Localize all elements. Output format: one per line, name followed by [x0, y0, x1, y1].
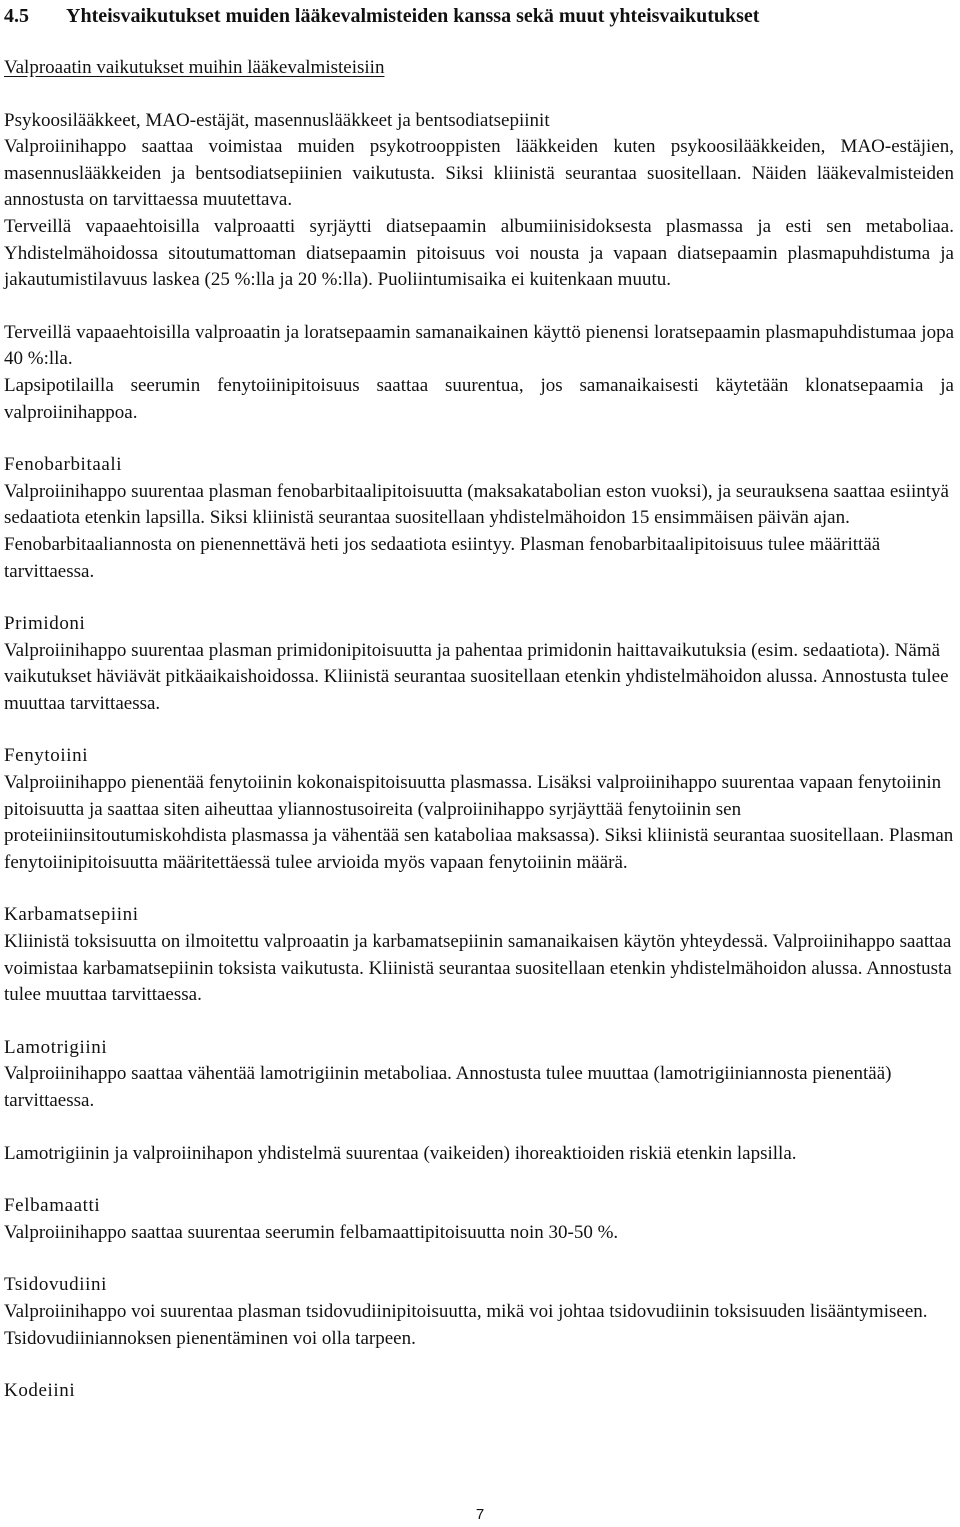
- paragraph: Lapsipotilailla seerumin fenytoiinipitoisuus saattaa suurentua, jos samanaikaisesti käytetään klonatsepaamia ja valproiinihappoa.: [4, 374, 954, 423]
- paragraph: Valproiinihappo pienentää fenytoiinin kokonaispitoisuutta plasmassa. Lisäksi valproiinihappo suurentaa vapaan fenytoiinin pitoisuutta ja saattaa siten aiheuttaa yliannostusoireita (valproiinihappo syrjäyttää fenytoiinin sen proteiiniinsitoutumiskohdista plasmassa ja vähentää sen kataboliaa maksassa). Siksi kliinistä seurantaa suositellaan. Plasman fenytoiinipitoisuutta määritettäessä tulee arvioida myös vapaan fenytoiinin määrä.: [4, 772, 954, 873]
- group-carbamazepine: [4, 902, 954, 1008]
- drug-heading-phenobarbital: Fenobarbitaali: [4, 454, 123, 476]
- paragraph: Terveillä vapaaehtoisilla valproaatti syrjäytti diatsepaamin albumiinisidoksesta plasmassa ja esti sen metaboliaa. Yhdistelmähoidossa sitoutumattoman diatsepaamin pitoisuus voi nousta ja vapaan diatsepaamin plasmapuhdistuma ja jakautumistilavuus laskea (25 %:lla ja 20 %:lla). Puoliintumisaika ei kuitenkaan muutu.: [4, 215, 954, 291]
- group-lamotrigine: [4, 1035, 954, 1115]
- page-number: 7: [475, 1506, 485, 1523]
- drug-heading-primidone: Primidoni: [4, 613, 86, 635]
- group-lamotrigine-skin: [4, 1141, 954, 1168]
- drug-heading-codeine: Kodeiini: [4, 1380, 76, 1402]
- drug-heading-lamotrigine: Lamotrigiini: [4, 1036, 108, 1058]
- group-primidone: [4, 611, 954, 717]
- group-lorazepam: [4, 320, 954, 426]
- section-heading: [4, 0, 954, 29]
- paragraph: Valproiinihappo suurentaa plasman primidonipitoisuutta ja pahentaa primidonin haittavaikutuksia (esim. sedaatiota). Nämä vaikutukset häviävät pitkäaikaishoidossa. Kliinistä seurantaa suositellaan etenkin yhdistelmähoidon alussa. Annostusta tulee muuttaa tarvittaessa.: [4, 639, 949, 714]
- drug-heading-felbamate: Felbamaatti: [4, 1195, 101, 1217]
- group-zidovudine: [4, 1272, 954, 1352]
- paragraph: Valproiinihappo saattaa vähentää lamotrigiinin metaboliaa. Annostusta tulee muuttaa (lamotrigiiniannosta pienentää) tarvittaessa.: [4, 1063, 892, 1111]
- paragraph: Valproiinihappo suurentaa plasman fenobarbitaalipitoisuutta (maksakatabolian eston vuoksi), ja seurauksena saattaa esiintyä sedaatiota etenkin lapsilla. Siksi kliinistä seurantaa suositellaan yhdistelmähoidon 15 ensimmäisen päivän ajan. Fenobarbitaaliannosta on pienennettävä heti jos sedaatiota esiintyy. Plasman fenobarbitaalipitoisuus tulee määrittää tarvittaessa.: [4, 480, 949, 582]
- document-page: [4, 0, 954, 1405]
- paragraph: Kliinistä toksisuutta on ilmoitettu valproaatin ja karbamatsepiinin samanaikaisen käytön yhteydessä. Valproiinihappo saattaa voimistaa karbamatsepiinin toksista vaikutusta. Kliinistä seurantaa suositellaan etenkin yhdistelmähoidon alussa. Annostusta tulee muuttaa tarvittaessa.: [4, 931, 952, 1006]
- drug-heading-phenytoin: Fenytoiini: [4, 745, 89, 767]
- paragraph: Valproiinihappo saattaa voimistaa muiden psykotrooppisten lääkkeiden kuten psykoosilääkkeiden, MAO-estäjien, masennuslääkkeiden ja bentsodiatsepiinien vaikutusta. Siksi kliinistä seurantaa suositellaan. Näiden lääkevalmisteiden annostusta on tarvittaessa muutettava.: [4, 136, 954, 211]
- section-number: 4.5: [4, 5, 29, 27]
- group-phenobarbital: [4, 452, 954, 585]
- subheading: Valproaatin vaikutukset muihin lääkevalmisteisiin: [4, 57, 385, 78]
- drug-heading-zidovudine: Tsidovudiini: [4, 1274, 107, 1296]
- paragraph: Lamotrigiinin ja valproiinihapon yhdistelmä suurentaa (vaikeiden) ihoreaktioiden riskiä etenkin lapsilla.: [4, 1142, 797, 1164]
- group-heading-psychotropics: Psykoosilääkkeet, MAO-estäjät, masennuslääkkeet ja bentsodiatsepiinit: [4, 109, 550, 131]
- group-codeine: [4, 1378, 954, 1405]
- paragraph: Valproiinihappo saattaa suurentaa seerumin felbamaattipitoisuutta noin 30-50 %.: [4, 1221, 619, 1243]
- paragraph: Valproiinihappo voi suurentaa plasman tsidovudiinipitoisuutta, mikä voi johtaa tsidovudiinin toksisuuden lisääntymiseen. Tsidovudiiniannoksen pienentäminen voi olla tarpeen.: [4, 1300, 928, 1349]
- paragraph: Terveillä vapaaehtoisilla valproaatin ja loratsepaamin samanaikainen käyttö pienensi loratsepaamin plasmapuhdistumaa jopa 40 %:lla.: [4, 321, 954, 370]
- group-psychotropics: [4, 108, 954, 294]
- group-phenytoin: [4, 743, 954, 876]
- group-felbamate: [4, 1193, 954, 1246]
- drug-heading-carbamazepine: Karbamatsepiini: [4, 904, 139, 926]
- section-title: Yhteisvaikutukset muiden lääkevalmisteiden kanssa sekä muut yhteisvaikutukset: [66, 5, 760, 27]
